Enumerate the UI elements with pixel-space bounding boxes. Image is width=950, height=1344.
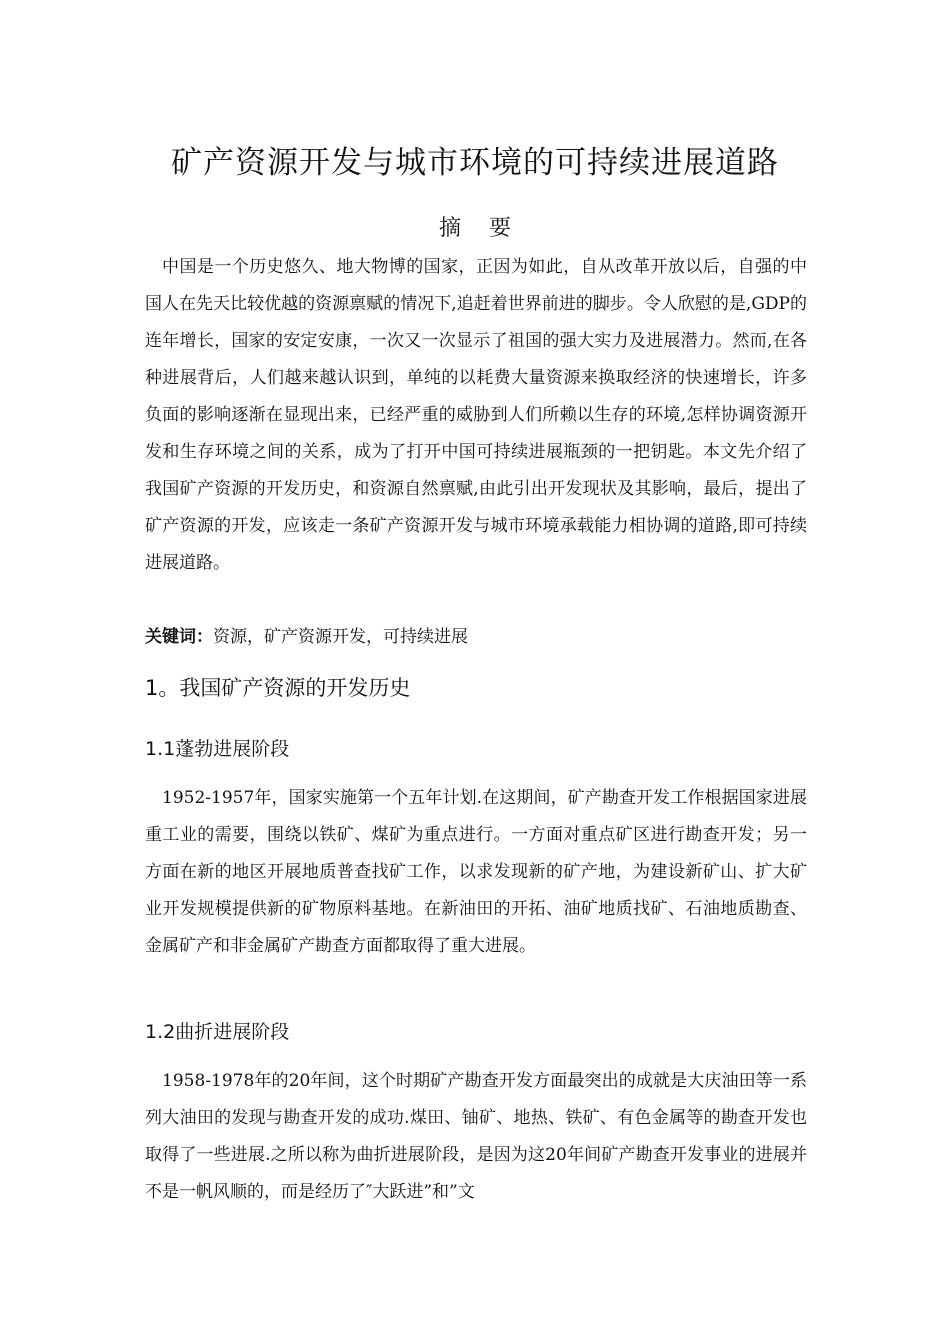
abstract-paragraph: 中国是一个历史悠久、地大物博的国家，正因为如此，自从改革开放以后，自强的中国人在先天比较优越的资源禀赋的情况下,追赶着世界前进的脚步。令人欣慰的是,GDP的连年增长，国家的安定安康，一次又一次显示了祖国的强大实力及进展潜力。然而,在各种进展背后，人们越来越认识到，单纯的以耗费大量资源来换取经济的快速增长，许多负面的影响逐渐在显现出来，已经严重的威胁到人们所赖以生存的环境,怎样协调资源开发和生存环境之间的关系，成为了打开中国可持续进展瓶颈的一把钥匙。本文先介绍了我国矿产资源的开发历史，和资源自然禀赋,由此引出开发现状及其影响，最后，提出了矿产资源的开发，应该走一条矿产资源开发与城市环境承载能力相协调的道路,即可持续进展道路。 (145, 257, 807, 573)
section-1-heading: 1。我国矿产资源的开发历史 (145, 676, 411, 700)
section-1-2-paragraph: 1958-1978年的20年间，这个时期矿产勘查开发方面最突出的成就是大庆油田等一系列大油田的发现与勘查开发的成功.煤田、铀矿、地热、铁矿、有色金属等的勘查开发也取得了一些进展.之所以称为曲折进展阶段，是因为这20年间矿产勘查开发事业的进展并不是一帆风顺的，而是经历了″大跃进”和”文 (145, 1071, 807, 1202)
keywords-line (145, 620, 807, 654)
section-1-1-paragraph: 1952-1957年，国家实施第一个五年计划.在这期间，矿产勘查开发工作根据国家进展重工业的需要，围绕以铁矿、煤矿为重点进行。一方面对重点矿区进行勘查开发；另一方面在新的地区开展地质普查找矿工作，以求发现新的矿产地，为建设新矿山、扩大矿业开发规模提供新的矿物原料基地。在新油田的开拓、油矿地质找矿、石油地质勘查、金属矿产和非金属矿产勘查方面都取得了重大进展。 (145, 788, 807, 956)
document-title: 矿产资源开发与城市环境的可持续进展道路 (171, 145, 779, 181)
section-1-1-heading: 1.1蓬勃进展阶段 (145, 738, 290, 760)
keywords-label: 关键词： (145, 627, 213, 647)
section-1-2-heading: 1.2曲折进展阶段 (145, 1021, 290, 1043)
keywords-text: 资源，矿产资源开发，可持续进展 (213, 627, 468, 647)
abstract-heading: 摘要 (438, 216, 539, 241)
